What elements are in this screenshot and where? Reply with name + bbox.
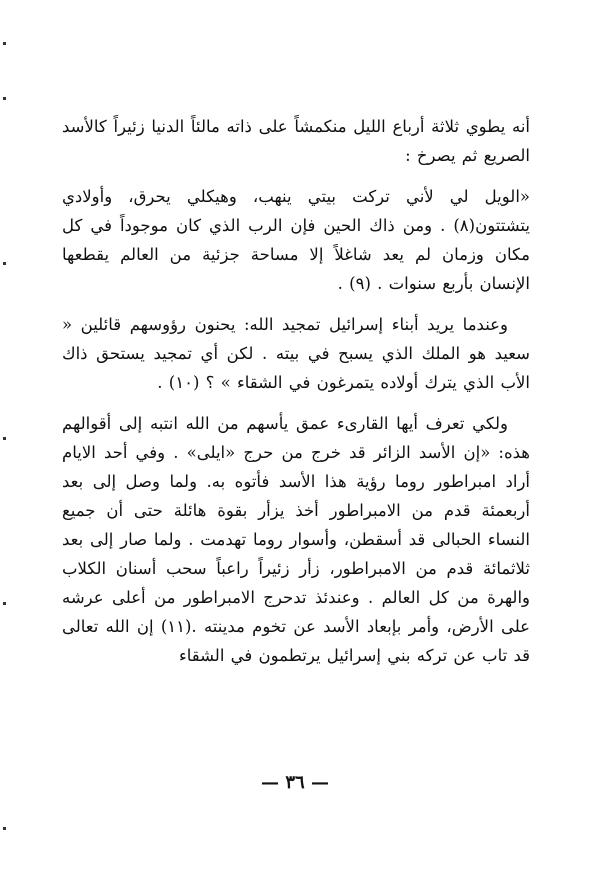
page-number: — ٣٦ — (261, 772, 329, 793)
margin-mark (3, 262, 6, 265)
paragraph-4: ولكي تعرف أيها القارىء عمق يأسهم من الله انتبه إلى أقوالهم هذه: «إن الأسد الزائر قد خرج من حرج «ايلى» . وفي أحد الايام أراد امبراطور روما رؤية هذا الأسد فأتوه به. ولما وصل إلى بعد أربعمئة قدم من الامبراطور أخذ يزأر بقوة هائلة حتى أن جميع النساء الحبالى قد أسقطن، وأسوار روما تهدمت . ولما صار إلى بعد ثلاثمائة قدم من الامبراطور، زأر زئيراً راعباً سحب أسنان الكلاب والهرة من كل العالم . وعندئذ تدحرج الامبراطور من أعلى عرشه على الأرض، وأمر بإبعاد الأسد عن تخوم مدينته .(١١) إن الله تعالى قد تاب عن تركه بني إسرائيل يرتطمون في الشقاء (62, 414, 531, 665)
paragraph-2: «الويل لي لأني تركت بيتي ينهب، وهيكلي يحرق، وأولادي يتشتتون(٨) . ومن ذاك الحين فإن الرب الذي كان موجوداً في كل مكان وزمان لم يعد شاغلاً إلا مساحة جزئية من العالم يقطعها الإنسان بأربع سنوات . (٩) . (62, 187, 530, 293)
margin-mark (3, 42, 6, 45)
paragraph-1: أنه يطوي ثلاثة أرباع الليل منكمشاً على ذاته مالئاً الدنيا زئيراً كالأسد الصريع ثم يصرخ : (62, 117, 530, 165)
paragraph-3: وعندما يريد أبناء إسرائيل تمجيد الله: يحنون رؤوسهم قائلين « سعيد هو الملك الذي يسبح في بيته . لكن أي تمجيد يستحق ذاك الأب الذي يترك أولاده يتمرغون في الشقاء » ؟ (١٠) . (62, 315, 530, 392)
margin-mark (3, 602, 6, 605)
page-body (62, 112, 530, 670)
margin-mark (3, 97, 6, 100)
margin-mark (3, 437, 6, 440)
margin-mark (3, 827, 6, 830)
